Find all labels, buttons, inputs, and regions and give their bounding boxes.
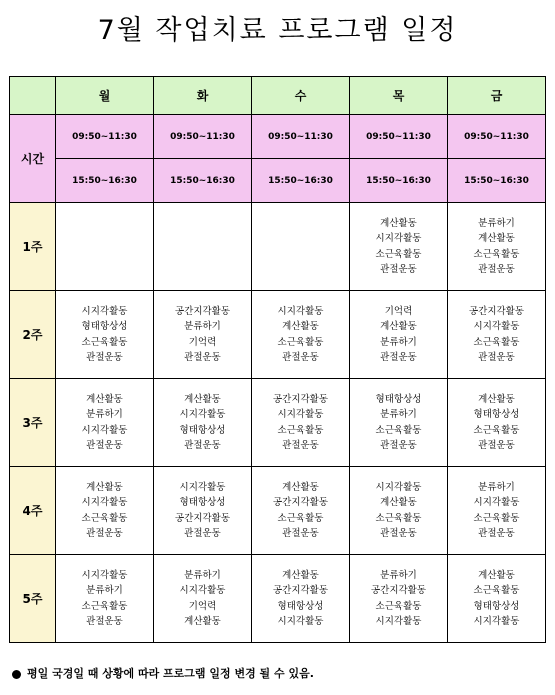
- page-title: 7월 작업치료 프로그램 일정: [97, 15, 458, 46]
- time-slot-cell: 09:50~11:30: [56, 115, 154, 159]
- week-label: 1주: [10, 203, 56, 291]
- activity-item: 관절운동: [380, 264, 417, 275]
- activity-item: 기억력: [188, 600, 217, 612]
- activity-item: 시지각활동: [277, 305, 324, 317]
- activity-item: 소근육활동: [81, 512, 128, 524]
- activity-item: 분류하기: [380, 336, 417, 348]
- schedule-cell: [56, 203, 154, 291]
- activity-item: 계산활동: [282, 569, 319, 581]
- activity-item: 소근육활동: [277, 512, 324, 524]
- activity-item: 계산활동: [184, 393, 221, 405]
- activity-item: 공간지각활동: [272, 585, 329, 596]
- schedule-cell: [56, 291, 154, 379]
- schedule-cell: [56, 379, 154, 467]
- activity-item: 기억력: [188, 336, 217, 348]
- time-slot-cell: 15:50~16:30: [448, 159, 546, 203]
- week-label: 3주: [10, 379, 56, 467]
- activity-item: 형태항상성: [81, 321, 128, 332]
- activity-item: 시지각활동: [473, 616, 520, 627]
- activity-item: 계산활동: [478, 393, 515, 405]
- activity-item: 관절운동: [380, 528, 417, 539]
- schedule-cell: [252, 291, 350, 379]
- schedule-cell: [350, 379, 448, 467]
- activity-item: 계산활동: [478, 233, 515, 244]
- activity-item: 계산활동: [282, 481, 319, 493]
- activity-item: 시지각활동: [179, 481, 226, 493]
- activity-item: 소근육활동: [473, 512, 520, 524]
- activity-item: 소근육활동: [473, 248, 520, 260]
- activity-item: 시지각활동: [277, 616, 324, 627]
- schedule-cell: [252, 555, 350, 643]
- day-header-fri: 금: [448, 77, 546, 115]
- time-slot-cell: 15:50~16:30: [56, 159, 154, 203]
- activity-item: 시지각활동: [81, 569, 128, 581]
- activity-item: 관절운동: [380, 352, 417, 363]
- activity-item: 관절운동: [282, 352, 319, 363]
- schedule-cell: [154, 467, 252, 555]
- activity-item: 공간지각활동: [272, 497, 329, 508]
- activity-item: 계산활동: [282, 321, 319, 332]
- activity-item: 관절운동: [86, 528, 123, 539]
- week-row: [10, 467, 546, 555]
- activity-item: 공간지각활동: [272, 393, 329, 405]
- schedule-cell: [154, 379, 252, 467]
- time-slot-cell: 15:50~16:30: [350, 159, 448, 203]
- schedule-cell: [252, 203, 350, 291]
- activity-item: 관절운동: [282, 528, 319, 539]
- activity-item: 소근육활동: [375, 424, 422, 436]
- time-slot-cell: 09:50~11:30: [350, 115, 448, 159]
- activity-item: 소근육활동: [473, 336, 520, 348]
- footnote-text: 평일 국경일 때 상황에 따라 프로그램 일정 변경 될 수 있음.: [27, 667, 314, 680]
- schedule-cell: [252, 467, 350, 555]
- bullet-icon: [12, 670, 21, 679]
- time-row-morning: [10, 115, 546, 159]
- activity-item: 분류하기: [184, 569, 221, 581]
- activity-item: 관절운동: [478, 264, 515, 275]
- schedule-cell: [350, 203, 448, 291]
- activity-item: 소근육활동: [81, 336, 128, 348]
- activity-item: 계산활동: [86, 393, 123, 405]
- schedule-cell: [154, 291, 252, 379]
- activity-item: 시지각활동: [277, 409, 324, 420]
- activity-item: 계산활동: [86, 481, 123, 493]
- schedule-cell: [56, 467, 154, 555]
- activity-item: 계산활동: [380, 217, 417, 229]
- activity-item: 관절운동: [184, 440, 221, 451]
- schedule-table: [9, 76, 546, 643]
- week-label: 4주: [10, 467, 56, 555]
- schedule-cell: [448, 555, 546, 643]
- day-header-tue: 화: [154, 77, 252, 115]
- activity-item: 관절운동: [478, 528, 515, 539]
- activity-item: 공간지각활동: [174, 305, 231, 317]
- activity-item: 시지각활동: [375, 481, 422, 493]
- activity-item: 계산활동: [380, 321, 417, 332]
- activity-item: 계산활동: [184, 616, 221, 627]
- activity-item: 기억력: [384, 305, 413, 317]
- activity-item: 계산활동: [478, 569, 515, 581]
- activity-item: 소근육활동: [81, 600, 128, 612]
- activity-item: 분류하기: [380, 409, 417, 420]
- activity-item: 관절운동: [282, 440, 319, 451]
- day-header-row: [10, 77, 546, 115]
- activity-item: 소근육활동: [375, 248, 422, 260]
- activity-item: 관절운동: [184, 352, 221, 363]
- schedule-cell: [154, 203, 252, 291]
- activity-item: 시지각활동: [473, 321, 520, 332]
- activity-item: 형태항상성: [277, 600, 324, 612]
- schedule-cell: [252, 379, 350, 467]
- activity-item: 관절운동: [380, 440, 417, 451]
- time-slot-cell: 09:50~11:30: [252, 115, 350, 159]
- time-label: 시간: [10, 115, 56, 203]
- activity-item: 분류하기: [86, 585, 123, 596]
- activity-item: 관절운동: [184, 528, 221, 539]
- activity-item: 시지각활동: [179, 585, 226, 596]
- day-header-thu: 목: [350, 77, 448, 115]
- activity-item: 시지각활동: [81, 497, 128, 508]
- activity-item: 분류하기: [380, 569, 417, 581]
- week-row: [10, 291, 546, 379]
- activity-item: 시지각활동: [81, 305, 128, 317]
- schedule-cell: [448, 379, 546, 467]
- activity-item: 관절운동: [478, 440, 515, 451]
- time-slot-cell: 15:50~16:30: [252, 159, 350, 203]
- week-label: 5주: [10, 555, 56, 643]
- week-label: 2주: [10, 291, 56, 379]
- activity-item: 형태항상성: [375, 393, 422, 405]
- activity-item: 공간지각활동: [174, 512, 231, 524]
- activity-item: 관절운동: [86, 616, 123, 627]
- activity-item: 소근육활동: [473, 424, 520, 436]
- schedule-cell: [154, 555, 252, 643]
- activity-item: 소근육활동: [375, 512, 422, 524]
- day-header-mon: 월: [56, 77, 154, 115]
- time-slot-cell: 09:50~11:30: [448, 115, 546, 159]
- time-slot-cell: 15:50~16:30: [154, 159, 252, 203]
- time-row-afternoon: [10, 159, 546, 203]
- activity-item: 분류하기: [478, 481, 515, 493]
- activity-item: 관절운동: [86, 440, 123, 451]
- schedule-cell: [350, 555, 448, 643]
- activity-item: 소근육활동: [473, 585, 520, 596]
- activity-item: 공간지각활동: [370, 585, 427, 596]
- day-header-wed: 수: [252, 77, 350, 115]
- footnote: [12, 665, 314, 681]
- activity-item: 관절운동: [86, 352, 123, 363]
- time-slot-cell: 09:50~11:30: [154, 115, 252, 159]
- activity-item: 형태항상성: [473, 600, 520, 612]
- activity-item: 시지각활동: [81, 424, 128, 436]
- activity-item: 소근육활동: [277, 336, 324, 348]
- activity-item: 공간지각활동: [468, 305, 525, 317]
- activity-item: 계산활동: [380, 497, 417, 508]
- schedule-cell: [448, 467, 546, 555]
- activity-item: 분류하기: [184, 321, 221, 332]
- activity-item: 형태항상성: [179, 424, 226, 436]
- activity-item: 소근육활동: [277, 424, 324, 436]
- schedule-cell: [56, 555, 154, 643]
- activity-item: 시지각활동: [179, 409, 226, 420]
- activity-item: 시지각활동: [375, 616, 422, 627]
- activity-item: 형태항상성: [179, 497, 226, 508]
- week-row: [10, 203, 546, 291]
- header-corner-cell: [10, 77, 56, 115]
- activity-item: 형태항상성: [473, 409, 520, 420]
- activity-item: 소근육활동: [375, 600, 422, 612]
- schedule-cell: [350, 467, 448, 555]
- activity-item: 분류하기: [86, 409, 123, 420]
- activity-item: 분류하기: [478, 217, 515, 229]
- activity-item: 시지각활동: [375, 233, 422, 244]
- schedule-cell: [448, 203, 546, 291]
- week-row: [10, 555, 546, 643]
- week-row: [10, 379, 546, 467]
- activity-item: 관절운동: [478, 352, 515, 363]
- schedule-cell: [448, 291, 546, 379]
- schedule-cell: [350, 291, 448, 379]
- activity-item: 시지각활동: [473, 497, 520, 508]
